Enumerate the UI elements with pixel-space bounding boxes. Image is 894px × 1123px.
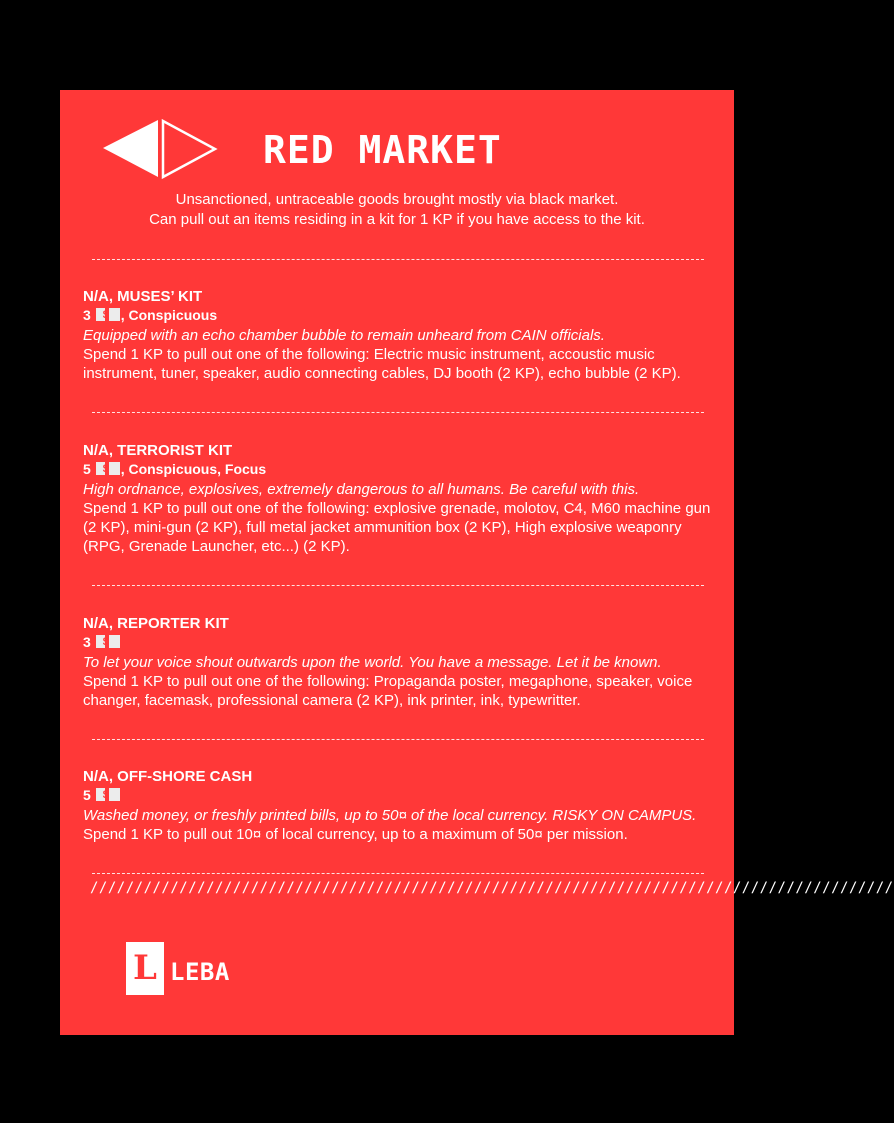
slash-divider: //////////////////////////////////////////////////////////////////////////////////////////	[90, 880, 894, 896]
item-flavor: High ordnance, explosives, extremely dangerous to all humans. Be careful with this.	[83, 480, 640, 498]
currency-icon	[96, 462, 120, 475]
item-cost-tags	[83, 786, 715, 805]
item-description: Spend 1 KP to pull out one of the following: Electric music instrument, accoustic music instrument, tuner, speaker, audio connecting cables, DJ booth (2 KP), echo bubble (2 KP).	[83, 345, 681, 383]
divider	[92, 412, 704, 413]
divider	[92, 585, 704, 586]
item-tags: , Conspicuous, Focus	[120, 461, 267, 478]
item-flavor: Washed money, or freshly printed bills, up to 50¤ of the local currency. RISKY ON CAMPUS.	[83, 806, 697, 824]
intro-line-2: Can pull out an items residing in a kit for 1 KP if you have access to the kit.	[149, 211, 645, 228]
item-tags: , Conspicuous	[120, 307, 218, 324]
intro-text	[80, 190, 714, 230]
item-cost-tags	[83, 306, 715, 325]
currency-icon	[96, 788, 120, 801]
item-reporter-kit	[83, 614, 715, 710]
item-cost: 5	[83, 461, 91, 478]
leba-logo-mark: L	[126, 942, 164, 995]
item-cost: 5	[83, 787, 91, 804]
item-description: Spend 1 KP to pull out 10¤ of local currency, up to a maximum of 50¤ per mission.	[83, 825, 628, 843]
red-market-card	[60, 90, 894, 1035]
item-off-shore-cash	[83, 767, 715, 844]
item-flavor: Equipped with an echo chamber bubble to remain unheard from CAIN officials.	[83, 326, 605, 344]
divider	[92, 259, 704, 260]
leba-logo-text: LEBA	[170, 958, 230, 986]
item-cost: 3	[83, 307, 91, 324]
item-flavor: To let your voice shout outwards upon the world. You have a message. Let it be known.	[83, 653, 662, 671]
page-title: RED MARKET	[263, 128, 502, 172]
item-description: Spend 1 KP to pull out one of the following: explosive grenade, molotov, C4, M60 machine gun (2 KP), mini-gun (2 KP), full metal jacket ammunition box (2 KP), High explosive weaponry (RPG, Grenade Launcher, etc...) (2 KP).	[83, 499, 711, 556]
item-terrorist-kit	[83, 441, 715, 557]
currency-icon	[96, 308, 120, 321]
item-name: N/A, REPORTER KIT	[83, 615, 229, 632]
item-cost-tags	[83, 460, 715, 479]
divider	[92, 739, 704, 740]
item-name: N/A, TERRORIST KIT	[83, 442, 233, 459]
item-cost-tags	[83, 633, 715, 652]
item-name: N/A, MUSES’ KIT	[83, 288, 203, 305]
double-play-arrows-icon	[103, 120, 218, 180]
item-muses-kit	[83, 287, 715, 383]
item-name: N/A, OFF-SHORE CASH	[83, 768, 253, 785]
item-description: Spend 1 KP to pull out one of the following: Propaganda poster, megaphone, speaker, voice changer, facemask, professional camera (2 KP), ink printer, ink, typewritter.	[83, 672, 693, 710]
divider	[92, 873, 704, 874]
leba-logo	[126, 942, 246, 997]
item-cost: 3	[83, 634, 91, 651]
currency-icon	[96, 635, 120, 648]
intro-line-1: Unsanctioned, untraceable goods brought mostly via black market.	[175, 191, 619, 208]
